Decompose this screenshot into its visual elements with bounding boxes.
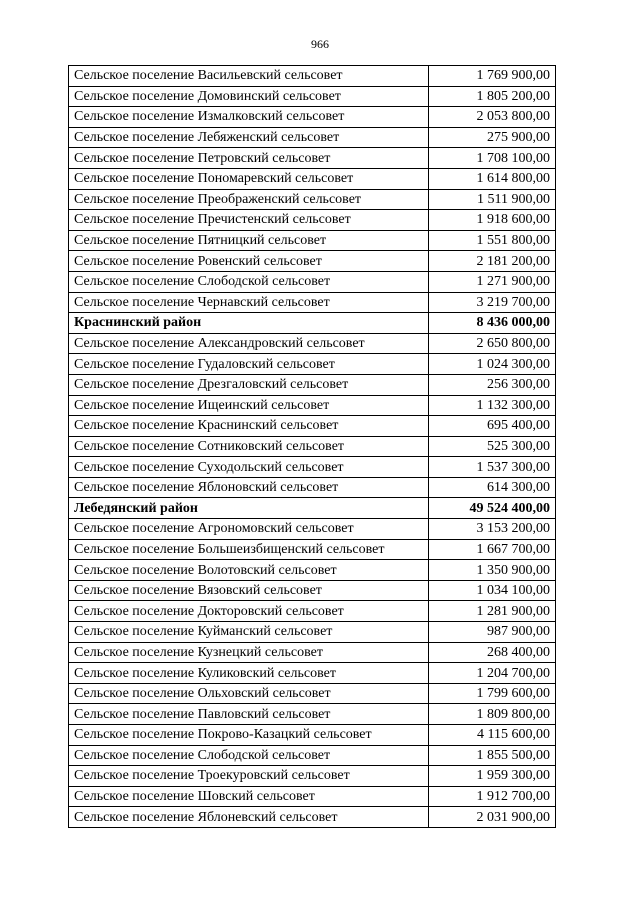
settlement-name-cell: Сельское поселение Слободской сельсовет: [69, 271, 429, 292]
table-row: [69, 127, 556, 148]
district-total-row: [69, 498, 556, 519]
table-row: [69, 292, 556, 313]
amount-cell: 987 900,00: [429, 622, 556, 643]
amount-cell: 2 181 200,00: [429, 251, 556, 272]
table-row: [69, 683, 556, 704]
table-row: [69, 539, 556, 560]
table-row: [69, 230, 556, 251]
table-row: [69, 622, 556, 643]
amount-cell: 1 799 600,00: [429, 683, 556, 704]
amount-cell: 1 271 900,00: [429, 271, 556, 292]
settlement-name-cell: Сельское поселение Пятницкий сельсовет: [69, 230, 429, 251]
table-row: [69, 374, 556, 395]
table-row: [69, 168, 556, 189]
amount-cell: 268 400,00: [429, 642, 556, 663]
table-row: [69, 786, 556, 807]
amount-cell: 1 918 600,00: [429, 210, 556, 231]
table-row: [69, 642, 556, 663]
table-row: [69, 395, 556, 416]
settlement-name-cell: Сельское поселение Волотовский сельсовет: [69, 560, 429, 581]
table-row: [69, 210, 556, 231]
settlement-name-cell: Сельское поселение Слободской сельсовет: [69, 745, 429, 766]
amount-cell: 1 132 300,00: [429, 395, 556, 416]
settlement-name-cell: Сельское поселение Большеизбищенский сельсовет: [69, 539, 429, 560]
amount-cell: 1 708 100,00: [429, 148, 556, 169]
district-name-cell: Краснинский район: [69, 313, 429, 334]
table-row: [69, 189, 556, 210]
settlement-name-cell: Сельское поселение Ищеинский сельсовет: [69, 395, 429, 416]
table-row: [69, 477, 556, 498]
amount-cell: 525 300,00: [429, 436, 556, 457]
settlement-name-cell: Сельское поселение Домовинский сельсовет: [69, 86, 429, 107]
amount-cell: 1 805 200,00: [429, 86, 556, 107]
amount-cell: 1 350 900,00: [429, 560, 556, 581]
amount-cell: 2 031 900,00: [429, 807, 556, 828]
settlement-name-cell: Сельское поселение Вязовский сельсовет: [69, 580, 429, 601]
settlement-name-cell: Сельское поселение Лебяженский сельсовет: [69, 127, 429, 148]
settlement-name-cell: Сельское поселение Агрономовский сельсовет: [69, 519, 429, 540]
settlement-name-cell: Сельское поселение Гудаловский сельсовет: [69, 354, 429, 375]
settlement-name-cell: Сельское поселение Покрово-Казацкий сельсовет: [69, 725, 429, 746]
settlement-name-cell: Сельское поселение Троекуровский сельсовет: [69, 766, 429, 787]
table-row: [69, 580, 556, 601]
settlement-name-cell: Сельское поселение Ольховский сельсовет: [69, 683, 429, 704]
amount-cell: 1 551 800,00: [429, 230, 556, 251]
table-row: [69, 457, 556, 478]
amount-cell: 614 300,00: [429, 477, 556, 498]
amount-cell: 275 900,00: [429, 127, 556, 148]
settlement-name-cell: Сельское поселение Преображенский сельсовет: [69, 189, 429, 210]
budget-table: [68, 65, 556, 828]
table-row: [69, 807, 556, 828]
table-row: [69, 745, 556, 766]
amount-cell: 1 912 700,00: [429, 786, 556, 807]
settlement-name-cell: Сельское поселение Пречистенский сельсовет: [69, 210, 429, 231]
table-row: [69, 354, 556, 375]
amount-cell: 2 650 800,00: [429, 333, 556, 354]
settlement-name-cell: Сельское поселение Пономаревский сельсовет: [69, 168, 429, 189]
amount-cell: 4 115 600,00: [429, 725, 556, 746]
settlement-name-cell: Сельское поселение Дрезгаловский сельсовет: [69, 374, 429, 395]
settlement-name-cell: Сельское поселение Докторовский сельсовет: [69, 601, 429, 622]
settlement-name-cell: Сельское поселение Измалковский сельсовет: [69, 107, 429, 128]
settlement-name-cell: Сельское поселение Кузнецкий сельсовет: [69, 642, 429, 663]
table-row: [69, 766, 556, 787]
table-row: [69, 519, 556, 540]
amount-cell: 1 667 700,00: [429, 539, 556, 560]
amount-cell: 2 053 800,00: [429, 107, 556, 128]
district-amount-cell: 8 436 000,00: [429, 313, 556, 334]
settlement-name-cell: Сельское поселение Чернавский сельсовет: [69, 292, 429, 313]
settlement-name-cell: Сельское поселение Суходольский сельсовет: [69, 457, 429, 478]
table-row: [69, 601, 556, 622]
settlement-name-cell: Сельское поселение Куйманский сельсовет: [69, 622, 429, 643]
settlement-name-cell: Сельское поселение Яблоневский сельсовет: [69, 807, 429, 828]
district-name-cell: Лебедянский район: [69, 498, 429, 519]
settlement-name-cell: Сельское поселение Ровенский сельсовет: [69, 251, 429, 272]
amount-cell: 1 855 500,00: [429, 745, 556, 766]
settlement-name-cell: Сельское поселение Сотниковский сельсовет: [69, 436, 429, 457]
amount-cell: 695 400,00: [429, 416, 556, 437]
settlement-name-cell: Сельское поселение Краснинский сельсовет: [69, 416, 429, 437]
table-row: [69, 107, 556, 128]
settlement-name-cell: Сельское поселение Васильевский сельсовет: [69, 66, 429, 87]
settlement-name-cell: Сельское поселение Шовский сельсовет: [69, 786, 429, 807]
amount-cell: 1 809 800,00: [429, 704, 556, 725]
settlement-name-cell: Сельское поселение Куликовский сельсовет: [69, 663, 429, 684]
table-row: [69, 663, 556, 684]
amount-cell: 1 281 900,00: [429, 601, 556, 622]
amount-cell: 256 300,00: [429, 374, 556, 395]
table-row: [69, 704, 556, 725]
amount-cell: 1 511 900,00: [429, 189, 556, 210]
table-row: [69, 66, 556, 87]
table-row: [69, 271, 556, 292]
settlement-name-cell: Сельское поселение Яблоновский сельсовет: [69, 477, 429, 498]
table-row: [69, 560, 556, 581]
district-total-row: [69, 313, 556, 334]
amount-cell: 1 959 300,00: [429, 766, 556, 787]
amount-cell: 3 219 700,00: [429, 292, 556, 313]
table-row: [69, 436, 556, 457]
amount-cell: 1 537 300,00: [429, 457, 556, 478]
table-row: [69, 725, 556, 746]
table-row: [69, 333, 556, 354]
amount-cell: 1 024 300,00: [429, 354, 556, 375]
table-row: [69, 251, 556, 272]
table-body: [69, 66, 556, 828]
amount-cell: 1 204 700,00: [429, 663, 556, 684]
table-row: [69, 86, 556, 107]
amount-cell: 3 153 200,00: [429, 519, 556, 540]
settlement-name-cell: Сельское поселение Петровский сельсовет: [69, 148, 429, 169]
amount-cell: 1 034 100,00: [429, 580, 556, 601]
amount-cell: 1 614 800,00: [429, 168, 556, 189]
page-number: 966: [311, 37, 329, 51]
amount-cell: 1 769 900,00: [429, 66, 556, 87]
district-amount-cell: 49 524 400,00: [429, 498, 556, 519]
table-row: [69, 148, 556, 169]
settlement-name-cell: Сельское поселение Александровский сельсовет: [69, 333, 429, 354]
table-row: [69, 416, 556, 437]
settlement-name-cell: Сельское поселение Павловский сельсовет: [69, 704, 429, 725]
